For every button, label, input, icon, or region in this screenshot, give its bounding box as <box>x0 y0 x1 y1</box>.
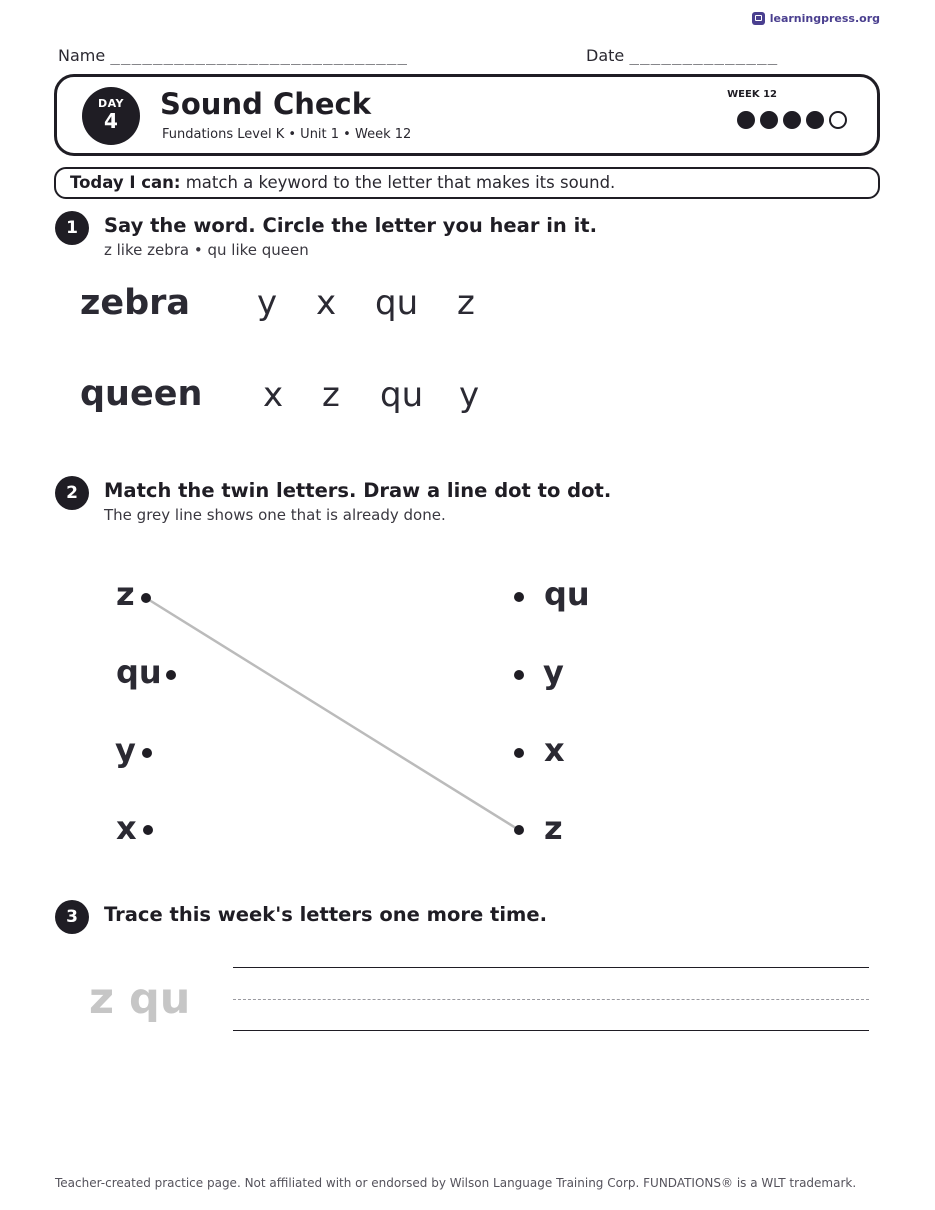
date-label: Date <box>586 46 625 65</box>
choice-letter[interactable]: x <box>263 375 284 415</box>
section-2-subtitle: The grey line shows one that is already done. <box>104 506 446 524</box>
left-letter: z <box>116 575 135 613</box>
brand-name: learningpress.org <box>769 12 880 25</box>
right-dot[interactable] <box>514 748 524 758</box>
left-dot[interactable] <box>166 670 176 680</box>
writing-top-line[interactable] <box>233 967 869 968</box>
left-letter: x <box>116 809 137 847</box>
section-3-number: 3 <box>55 900 89 934</box>
week-label: WEEK 12 <box>727 89 777 100</box>
footer-disclaimer: Teacher-created practice page. Not affiliated with or endorsed by Wilson Language Training Corp. FUNDATIONS® is a WLT trademark. <box>55 1176 857 1190</box>
left-letter: qu <box>116 653 162 691</box>
choice-letter[interactable]: z <box>322 375 340 415</box>
keyword-queen: queen <box>80 374 203 414</box>
day-label: DAY <box>97 97 125 110</box>
choice-letter[interactable]: z <box>457 283 475 323</box>
section-2-title: Match the twin letters. Draw a line dot to dot. <box>104 479 612 502</box>
name-blank: ____________________________ <box>110 46 409 65</box>
left-dot[interactable] <box>143 825 153 835</box>
page-title: Sound Check <box>160 87 372 121</box>
choice-letter[interactable]: y <box>257 283 278 323</box>
right-letter: qu <box>544 575 590 613</box>
choice-letter[interactable]: qu <box>380 375 424 415</box>
right-dot[interactable] <box>514 670 524 680</box>
example-match-line <box>146 598 519 830</box>
today-text: match a keyword to the letter that makes its sound. <box>180 173 616 192</box>
page-subtitle: Fundations Level K • Unit 1 • Week 12 <box>162 127 412 142</box>
today-lead: Today I can: <box>70 173 181 192</box>
choice-letter[interactable]: y <box>459 375 480 415</box>
left-dot[interactable] <box>141 593 151 603</box>
name-label: Name <box>58 46 106 65</box>
keyword-zebra: zebra <box>80 283 191 323</box>
writing-base-line[interactable] <box>233 1030 869 1031</box>
left-dot[interactable] <box>142 748 152 758</box>
section-1-title: Say the word. Circle the letter you hear in it. <box>104 214 597 237</box>
right-letter: z <box>544 809 563 847</box>
day-number: 4 <box>104 109 118 133</box>
trace-letters: z qu <box>89 974 191 1024</box>
date-blank: ______________ <box>629 46 779 65</box>
right-letter: x <box>544 731 565 769</box>
choice-letter[interactable]: qu <box>375 283 419 323</box>
section-3-title: Trace this week's letters one more time. <box>104 903 547 926</box>
right-dot[interactable] <box>514 592 524 602</box>
section-2-number: 2 <box>55 476 89 510</box>
choice-letter[interactable]: x <box>316 283 337 323</box>
left-letter: y <box>115 731 136 769</box>
section-1-number: 1 <box>55 211 89 245</box>
right-dot[interactable] <box>514 825 524 835</box>
writing-mid-line[interactable] <box>233 999 869 1000</box>
section-1-subtitle: z like zebra • qu like queen <box>104 241 309 259</box>
right-letter: y <box>543 653 564 691</box>
